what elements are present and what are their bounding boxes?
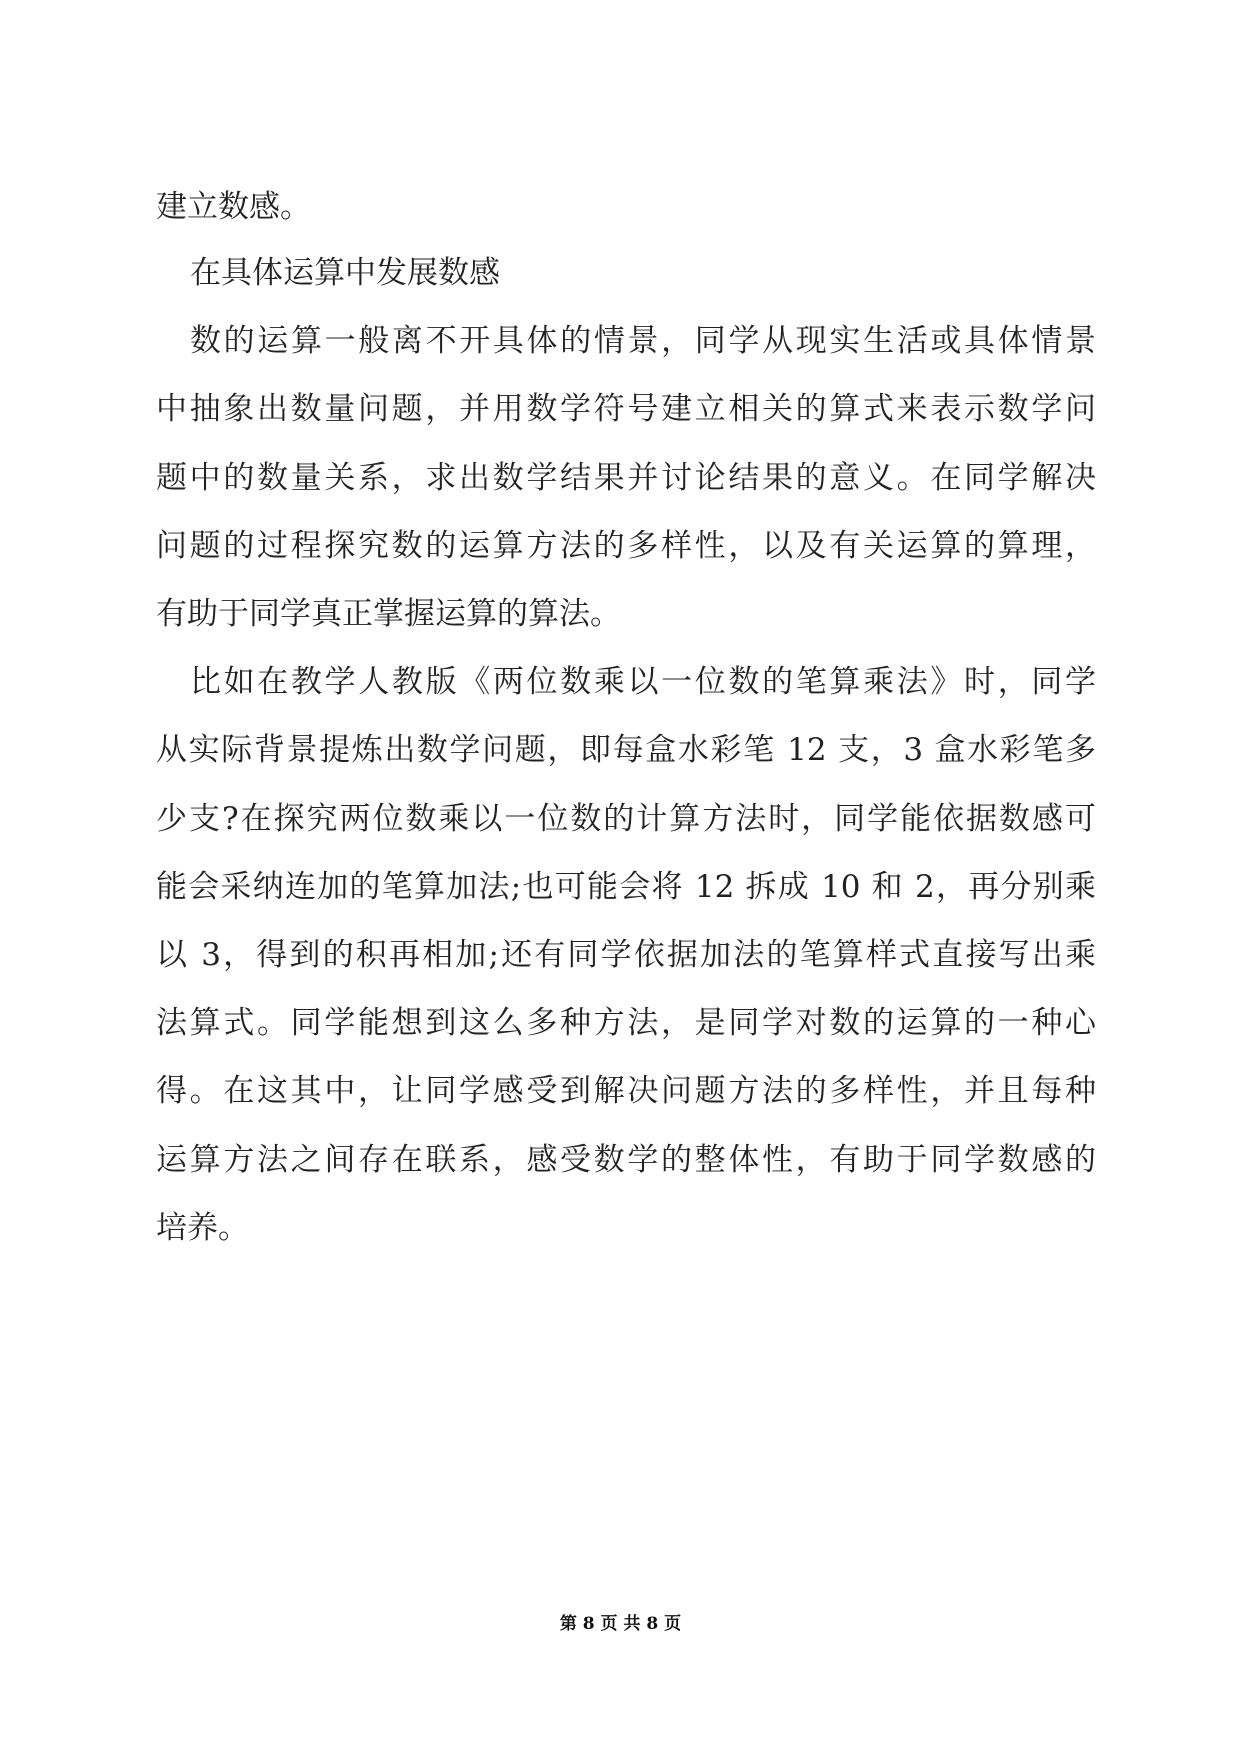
text-line: 从实际背景提炼出数学问题，即每盒水彩笔 12 支，3 盒水彩笔多 (156, 732, 1096, 768)
text-line: 法算式。同学能想到这么多种方法，是同学对数的运算的一种心 (156, 1005, 1096, 1041)
section-heading: 在具体运算中发展数感 (190, 255, 500, 291)
text-line: 有助于同学真正掌握运算的算法。 (156, 596, 621, 632)
text-line: 比如在教学人教版《两位数乘以一位数的笔算乘法》时，同学 (190, 664, 1096, 700)
text-line: 得。在这其中，让同学感受到解决问题方法的多样性，并且每种 (156, 1073, 1096, 1109)
text-line: 题中的数量关系，求出数学结果并讨论结果的意义。在同学解决 (156, 460, 1096, 496)
text-line: 培养。 (156, 1210, 249, 1246)
text-line: 以 3，得到的积再相加;还有同学依据加法的笔算样式直接写出乘 (156, 937, 1096, 973)
text-line: 运算方法之间存在联系，感受数学的整体性，有助于同学数感的 (156, 1142, 1096, 1178)
text-line: 建立数感。 (156, 189, 311, 225)
page-number-footer: 第 8 页 共 8 页 (559, 1614, 682, 1634)
text-line: 少支?在探究两位数乘以一位数的计算方法时，同学能依据数感可 (156, 801, 1096, 837)
text-line: 问题的过程探究数的运算方法的多样性，以及有关运算的算理， (156, 528, 1096, 564)
text-line: 能会采纳连加的笔算加法;也可能会将 12 拆成 10 和 2，再分别乘 (156, 869, 1096, 905)
text-line: 数的运算一般离不开具体的情景，同学从现实生活或具体情景 (190, 323, 1096, 359)
text-line: 中抽象出数量问题，并用数学符号建立相关的算式来表示数学问 (156, 391, 1096, 427)
